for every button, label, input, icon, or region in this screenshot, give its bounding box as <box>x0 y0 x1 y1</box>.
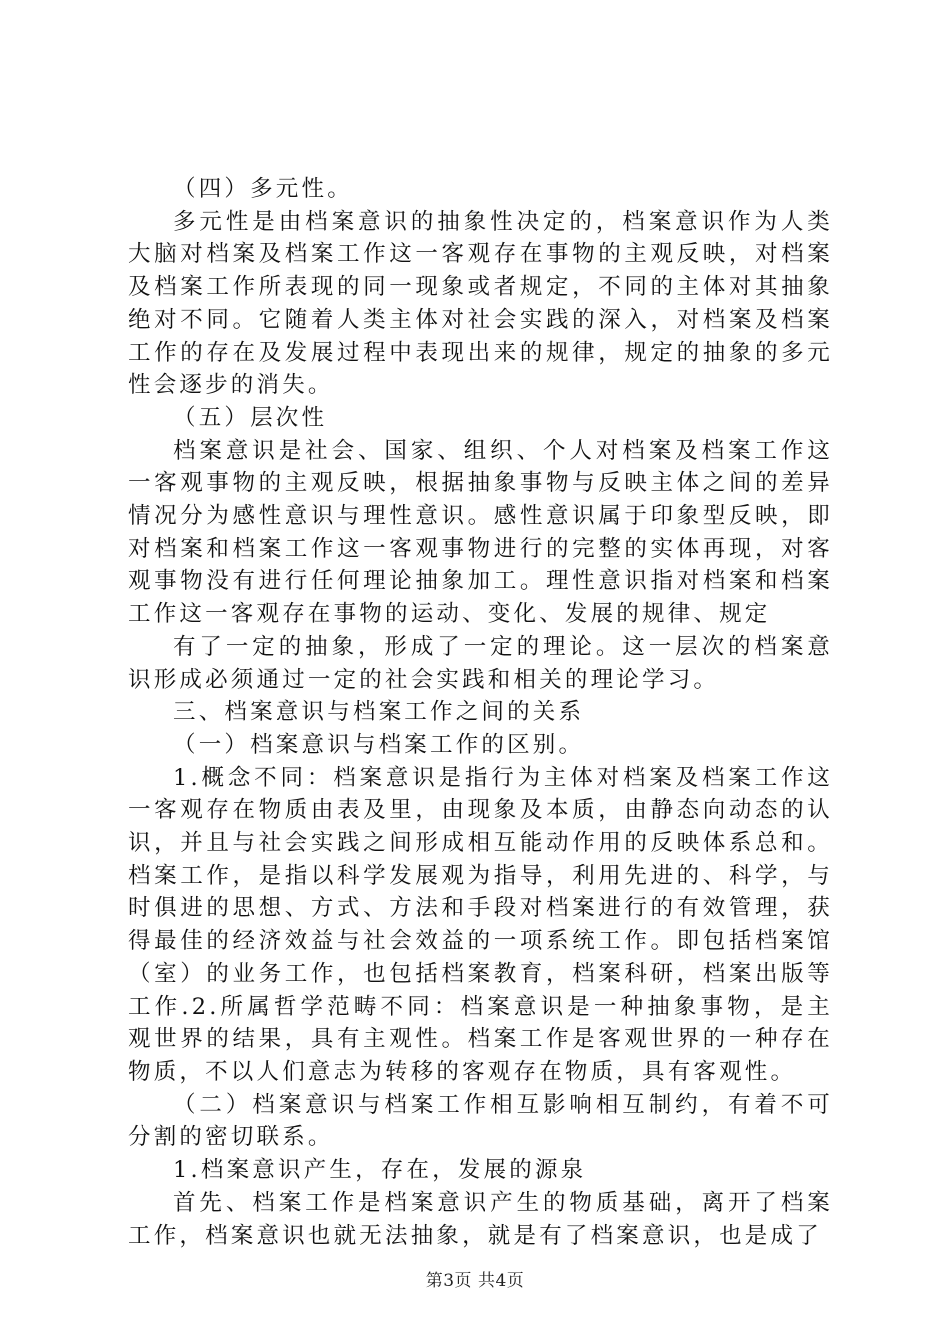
paragraph-hierarchy-continued: 有了一定的抽象，形成了一定的理论。这一层次的档案意识形成必须通过一定的社会实践和相关的理论学习。 <box>128 633 833 693</box>
paragraph-hierarchy: 档案意识是社会、国家、组织、个人对档案及档案工作这一客观事物的主观反映，根据抽象事物与反映主体之间的差异情况分为感性意识与理性意识。感性意识属于印象型反映，即对档案和档案工作这一客观事物进行的完整的实体再现，对客观事物没有进行任何理论抽象加工。理性意识指对档案和档案工作这一客观存在事物的运动、变化、发展的规律、规定 <box>128 437 833 628</box>
document-body <box>128 173 833 1252</box>
subheading-mutual-influence: （二）档案意识与档案工作相互影响相互制约，有着不可分割的密切联系。 <box>128 1091 833 1151</box>
subheading-differences: （一）档案意识与档案工作的区别。 <box>173 731 585 758</box>
paragraph-concept-difference: 1.概念不同：档案意识是指行为主体对档案及档案工作这一客观存在物质由表及里，由现象及本质，由静态向动态的认识，并且与社会实践之间形成相互能动作用的反映体系总和。档案工作，是指以科学发展观为指导，利用先进的、科学，与时俱进的思想、方式、方法和手段对档案进行的有效管理，获得最佳的经济效益与社会效益的一项系统工作。即包括档案馆（室）的业务工作，也包括档案教育，档案科研，档案出版等工作.2.所属哲学范畴不同：档案意识是一种抽象事物，是主观世界的结果，具有主观性。档案工作是客观世界的一种存在物质，不以人们意志为转移的客观存在物质，具有客观性。 <box>128 764 833 1085</box>
paragraph-material-basis: 首先、档案工作是档案意识产生的物质基础，离开了档案工作，档案意识也就无法抽象，就是有了档案意识，也是成了 <box>128 1189 833 1249</box>
heading-four-diversity: （四）多元性。 <box>173 176 353 202</box>
section-heading-three: 三、档案意识与档案工作之间的关系 <box>173 699 585 726</box>
heading-five-hierarchy: （五）层次性 <box>173 404 328 431</box>
page-number-footer: 第3页 共4页 <box>425 1271 525 1291</box>
paragraph-diversity: 多元性是由档案意识的抽象性决定的，档案意识作为人类大脑对档案及档案工作这一客观存在事物的主观反映，对档案及档案工作所表现的同一现象或者规定，不同的主体对其抽象绝对不同。它随着人类主体对社会实践的深入，对档案及档案工作的存在及发展过程中表现出来的规律，规定的抽象的多元性会逐步的消失。 <box>128 208 833 399</box>
subheading-source: 1.档案意识产生，存在，发展的源泉 <box>173 1157 587 1184</box>
